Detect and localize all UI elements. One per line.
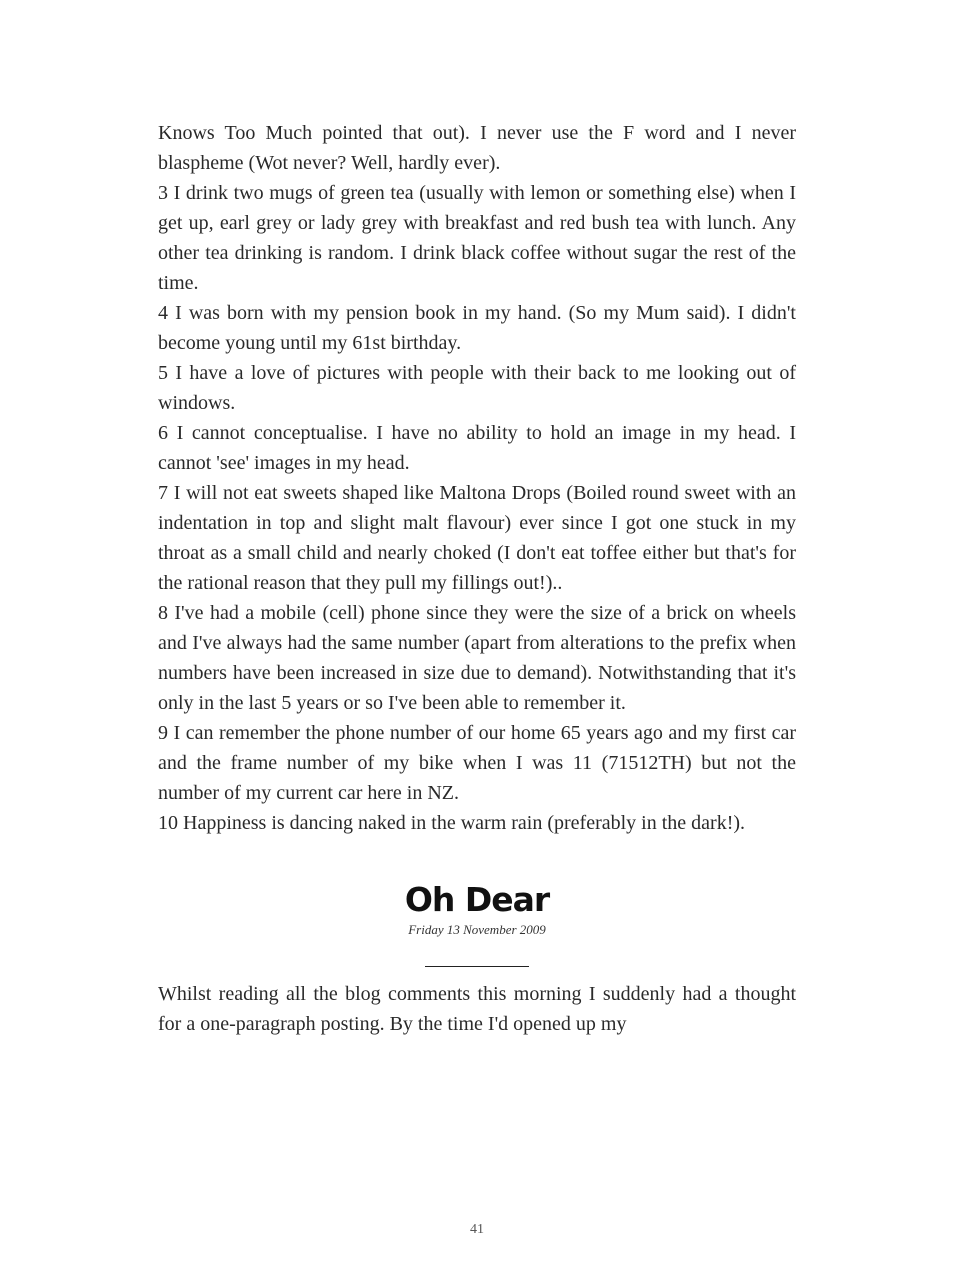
list-item-3: 3 I drink two mugs of green tea (usually with lemon or something else) when I get up, earl grey or lady grey with breakfast and red bush tea with lunch. Any other tea drinking is random. I drink black coffee without sugar the rest of the time. (158, 182, 796, 294)
paragraph-continued: Knows Too Much pointed that out). I never use the F word and I never blaspheme (Wot never? Well, hardly ever). (158, 122, 796, 174)
post-date: Friday 13 November 2009 (408, 922, 546, 937)
page-content (158, 118, 796, 1039)
post-intro-paragraph: Whilst reading all the blog comments this morning I suddenly had a thought for a one-paragraph posting. By the time I'd opened up my (158, 983, 796, 1035)
post-header (158, 880, 796, 967)
list-item-5: 5 I have a love of pictures with people with their back to me looking out of windows. (158, 362, 796, 414)
list-item-6: 6 I cannot conceptualise. I have no ability to hold an image in my head. I cannot 'see' images in my head. (158, 422, 796, 474)
list-item-9: 9 I can remember the phone number of our home 65 years ago and my first car and the frame number of my bike when I was 11 (71512TH) but not the number of my current car here in NZ. (158, 722, 796, 804)
list-item-4: 4 I was born with my pension book in my hand. (So my Mum said). I didn't become young until my 61st birthday. (158, 302, 796, 354)
list-item-8: 8 I've had a mobile (cell) phone since they were the size of a brick on wheels and I've always had the same number (apart from alterations to the prefix when numbers have been increased in size due to demand). Notwithstanding that it's only in the last 5 years or so I've been able to remember it. (158, 602, 796, 714)
post-title: Oh Dear (404, 880, 550, 919)
list-item-7: 7 I will not eat sweets shaped like Maltona Drops (Boiled round sweet with an indentation in top and slight malt flavour) ever since I got one stuck in my throat as a small child and nearly choked (I don't eat toffee either but that's for the rational reason that they pull my fillings out!).. (158, 482, 796, 594)
title-divider (425, 966, 529, 967)
page-number: 41 (470, 1222, 484, 1237)
list-item-10: 10 Happiness is dancing naked in the warm rain (preferably in the dark!). (158, 812, 746, 834)
